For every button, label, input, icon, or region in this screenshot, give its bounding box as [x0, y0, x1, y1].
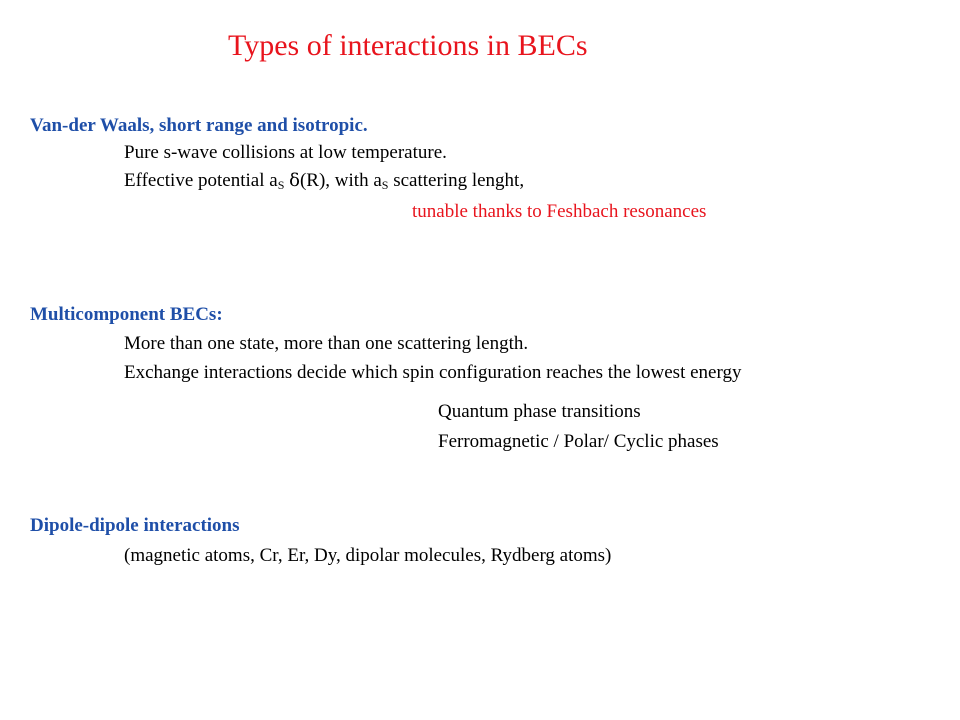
heading-multicomponent: Multicomponent BECs:: [30, 304, 223, 325]
dipole-line-examples: (magnetic atoms, Cr, Er, Dy, dipolar molecules, Rydberg atoms): [124, 545, 612, 566]
vdw-potential-text-3: scattering lenght,: [388, 170, 525, 191]
vdw-subscript-s-1: S: [277, 178, 285, 192]
multi-line-quantum-phase: Quantum phase transitions: [438, 401, 641, 422]
multi-line-phases: Ferromagnetic / Polar/ Cyclic phases: [438, 431, 719, 452]
slide-title: Types of interactions in BECs: [228, 29, 588, 62]
vdw-line-s-wave: Pure s-wave collisions at low temperature.: [124, 142, 447, 163]
heading-dipole-dipole: Dipole-dipole interactions: [30, 515, 240, 536]
multi-line-exchange: Exchange interactions decide which spin configuration reaches the lowest energy: [124, 362, 742, 383]
vdw-subscript-s-2: S: [381, 178, 389, 192]
multi-line-states: More than one state, more than one scattering length.: [124, 333, 529, 354]
delta-symbol: δ: [289, 170, 300, 191]
heading-van-der-waals: Van-der Waals, short range and isotropic.: [30, 115, 368, 136]
vdw-line-effective-potential: [124, 171, 524, 190]
vdw-potential-text-2: (R), with a: [299, 170, 382, 191]
vdw-line-feshbach: tunable thanks to Feshbach resonances: [412, 201, 707, 222]
vdw-potential-text-1: Effective potential a: [124, 170, 278, 191]
